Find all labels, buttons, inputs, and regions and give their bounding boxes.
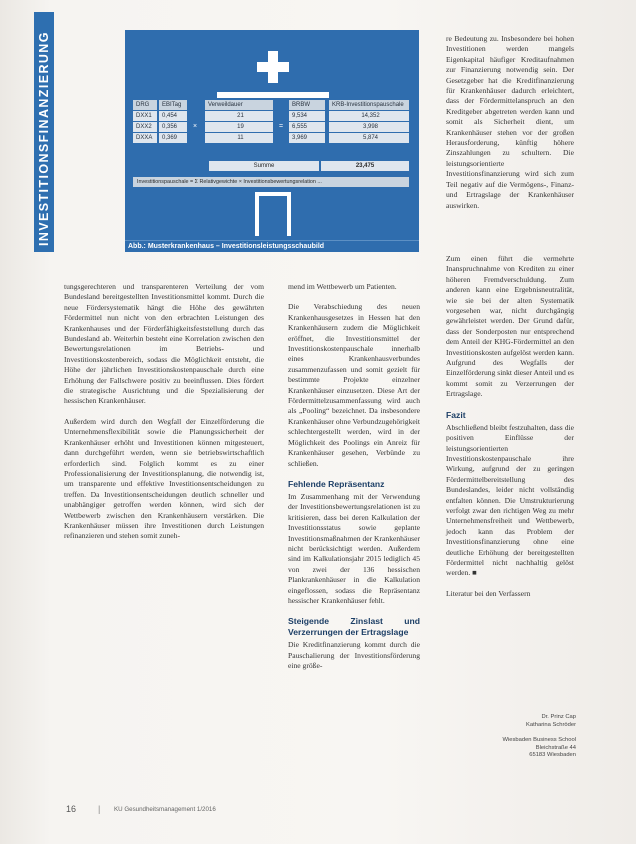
literature-note: Literatur bei den Verfassern bbox=[446, 588, 531, 598]
table-cell: 0,369 bbox=[159, 133, 187, 143]
paragraph: Abschließend bleibt festzuhalten, dass die positiven Einflüsse der leistungsorientierten Investitionskostenpauschale ihre Wirkung, aufgrund der zu geringen Fördermittelbereitstellung des Bundeslandes, leider nicht vollständig entfalten können. Die Umstrukturierung verfolgt zwar den richtigen Weg zu mehr Unternehmensfreiheit und Wettbewerb, jedoch kann das Problem der Investitionsfinanzierung ohne eine deutliche Erhöhung der bereitgestellten Fördermittel nicht nachhaltig gelöst werden. ■ bbox=[446, 422, 574, 578]
text-column-2 bbox=[288, 282, 420, 682]
header-cell: KRB-Investitionspauschale bbox=[329, 100, 409, 110]
section-heading: Fehlende Repräsentanz bbox=[288, 478, 385, 489]
table-cell: 6,555 bbox=[289, 122, 325, 132]
table-cell: DXXA bbox=[133, 133, 157, 143]
author-org: Wiesbaden Business School bbox=[502, 737, 576, 744]
paragraph: Im Zusammenhang mit der Verwendung der Investitionsbewertungsrelationen ist zu kritisieren, dass bei deren Kalkulation der Investitionsstatus sowie geplante Investitionsmaßnahmen der Krankenhäuser nicht berücksichtigt werden. Außerdem sind im Kalkulationsjahr 2015 lediglich 45 von zwei der 136 hessischen Plankrankenhäuser in die Kalkulation eingeflossen, sodass die Repräsentanz hessischer Krankenhäuser fehlt. bbox=[288, 491, 421, 605]
paragraph: re Bedeutung zu. Insbesondere bei hohen Investitionen werden mangels Eigenkapital häufiger Kreditaufnahmen zur Finanzierung notwendig sein. Der Gesetzgeber hat die Kreditfinanzierung für Krankenhäuser dadurch erleichtert, dass der Fördermittelanspruch an den Kreditgeber abgetreten werden kann und somit als Sicherheit dient, um Krankenhäuser stehen vor der großen Herausforderung, künftig höhere Zinszahlungen zu schultern. Die leistungsorientierte Investitionsfinanzierung wird sich zum Teil negativ auf die Vermögens-, Finanz- und Ertragslage der Krankenhäuser auswirken. bbox=[446, 34, 574, 210]
equals-operator: = bbox=[279, 123, 284, 130]
figure-caption: Abb.: Musterkrankenhaus – Investitionsleistungsschaubild bbox=[125, 240, 419, 252]
table-cell: 5,874 bbox=[329, 133, 409, 143]
table-cell: DXX1 bbox=[133, 111, 157, 121]
page-number: 16 bbox=[66, 804, 77, 814]
text-column-3-lower bbox=[446, 254, 574, 609]
author-name: Dr. Prinz Cap bbox=[541, 714, 576, 720]
text-column-3-upper bbox=[446, 34, 574, 221]
table-cell: 0,454 bbox=[159, 111, 187, 121]
table-cell: 19 bbox=[205, 122, 273, 132]
table-row bbox=[133, 122, 409, 132]
hospital-figure bbox=[125, 30, 419, 252]
author-city: 65183 Wiesbaden bbox=[529, 752, 576, 759]
table-cell: 14,352 bbox=[329, 111, 409, 121]
author-name: Katharina Schröder bbox=[526, 721, 576, 728]
section-label: INVESTITIONSFINANZIERUNG bbox=[37, 31, 51, 246]
table-cell: 3,969 bbox=[289, 133, 325, 143]
building-door-inner bbox=[259, 196, 287, 236]
roof-line bbox=[217, 92, 329, 98]
author-street: Bleichstraße 44 bbox=[535, 744, 576, 751]
table-cell: 3,998 bbox=[329, 122, 409, 132]
paragraph: Die Kreditfinanzierung kommt durch die Pauschalierung der Investitionsförderung eine größe- bbox=[288, 640, 420, 671]
table-cell: 9,534 bbox=[289, 111, 325, 121]
paragraph: Die Verabschiedung des neuen Krankenhausgesetzes in Hessen hat den Krankenhäusern zudem die Möglichkeit eröffnet, die Investitionsmittel der Investitionskostenpauschale innerhalb eines Krankenhausverbundes zusammenzufassen und somit gezielt für bestimmte Projekte einzelner Krankenhäuser einzusetzen. Diese Art der Fördermittelzusammenfassung wird auch als „Pooling“ bezeichnet. Da insbesondere Krankenhäuser ohne Verbundzugehörigkeit schlechtergestellt werden, wird in der Möglichkeit des Poolings ein Anreiz für Krankenhäuser gesehen, Verbünde zu schließen. bbox=[288, 302, 420, 468]
section-heading: Steigende Zinslast und Verzerrungen der Ertragslage bbox=[288, 616, 420, 638]
sum-value: 23,475 bbox=[321, 161, 409, 171]
paragraph: mend im Wettbewerb um Patienten. bbox=[288, 282, 397, 291]
magazine-title: KU Gesundheitsmanagement 1/2016 bbox=[114, 806, 216, 813]
figure-table-header bbox=[133, 100, 409, 110]
text-column-1 bbox=[64, 282, 264, 552]
header-cell: EBITag bbox=[159, 100, 187, 110]
table-cell: 21 bbox=[205, 111, 273, 121]
paragraph: tungsgerechteren und transparenteren Verteilung der vom Bundesland bereitgestellten Investitionsmittel kommt. Durch die neue Fördersystematik hängt die Höhe des gewährten Fördermittel nun nicht von den erbrachten Leistungen des Krankenhauses und der Förderfähigkeitsfeststellung durch das Bundesland ab. Weiterhin besteht eine Korrelation zwischen den Bewertungsrelationen im Betriebs- und Investitionskostenbereich, sodass die Möglichkeit entsteht, die Höhe der jährlichen Investitionskostenpauschale durch eine Erhöhung der Fallschwere positiv zu beeinflussen. Dies fördert die strategische Ausrichtung und die Spezialisierung der hessischen Krankenhäuser. bbox=[64, 282, 264, 406]
paragraph: Zum einen führt die vermehrte Inanspruchnahme von Krediten zu einer höheren Fremdverschuldung. Zum anderen kann eine Ergebnisneutralität, wie sie bei der alten Systematik vorgesehen war, nicht durchgängig gewährleistet werden. Der Grund dafür, dass der Sonderposten nur entsprechend dem Anteil der KHG-Fördermittel an den Investitionskosten aufgelöst werden kann. Aufgrund des Wegfalls der Einzelförderung sinkt dieser Anteil und es kommt somit zu Verzerrungen der Ertragslage. bbox=[446, 254, 575, 399]
medical-cross-icon bbox=[257, 51, 289, 83]
table-row bbox=[133, 133, 409, 143]
header-cell: DRG bbox=[133, 100, 157, 110]
table-cell: DXX2 bbox=[133, 122, 157, 132]
paragraph: Außerdem wird durch den Wegfall der Einzelförderung die Unternehmensflexibilität sowie die Planungssicherheit der Krankenhäuser erhöht und Investitionen können mitgesteuert, dann durchgeführt werden, wenn sie betriebswirtschaftlich erforderlich sind. Folglich kommt es zu einer Professionalisierung der Investitionsplanung, die notwendig ist, um transparente und effektive Investitionsentscheidungen zu treffen. Da Investitionsentscheidungen deutlich schneller und unabhängiger getroffen werden können, wird sich der Wettbewerb zwischen den Krankenhäusern verstärken. Die Krankenhäuser müssen ihre Investitionen durch Leistungen refinanzieren und stehen somit zuneh- bbox=[64, 416, 264, 541]
formula-text: Investitionspauschale = Σ Relativgewichte × Investitionsbewertungsrelation ... bbox=[133, 177, 409, 187]
table-cell: 0,356 bbox=[159, 122, 187, 132]
header-cell: Verweildauer bbox=[205, 100, 273, 110]
footer-separator: | bbox=[98, 804, 101, 814]
sum-label: Summe bbox=[209, 161, 319, 171]
table-row bbox=[133, 111, 409, 121]
section-heading: Fazit bbox=[446, 409, 466, 420]
multiply-operator: × bbox=[193, 123, 198, 130]
author-block bbox=[494, 714, 576, 760]
figure-table bbox=[133, 100, 409, 144]
table-cell: 11 bbox=[205, 133, 273, 143]
header-cell: BRBW bbox=[289, 100, 325, 110]
